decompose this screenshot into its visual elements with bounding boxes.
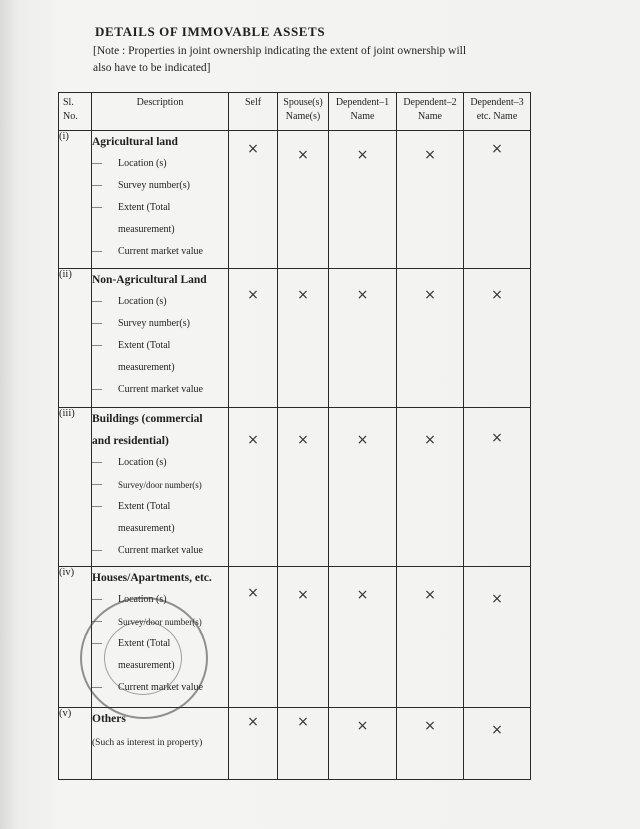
list-item	[92, 335, 228, 357]
list-item	[92, 291, 228, 313]
cell-dependent-3	[464, 408, 531, 567]
header-sl-no	[59, 93, 92, 131]
list-item	[92, 175, 228, 197]
cross-mark: ×	[356, 147, 369, 163]
row-description	[92, 269, 229, 408]
dash: —	[92, 638, 102, 649]
cell-dependent-2	[397, 708, 464, 780]
page-title: DETAILS OF IMMOVABLE ASSETS	[95, 24, 326, 39]
cross-mark: ×	[356, 718, 369, 734]
row-description	[92, 708, 229, 780]
list-item	[92, 496, 228, 518]
header-sl-line2: No.	[63, 111, 78, 122]
list-item	[92, 197, 228, 219]
cell-dependent-1	[329, 408, 397, 567]
category-title-line1: Buildings (commercial	[92, 413, 203, 425]
header-description	[92, 93, 229, 131]
list-item	[92, 313, 228, 335]
item-text: Location (s)	[118, 457, 167, 468]
list-item	[92, 241, 228, 263]
category-title-line2: and residential)	[92, 435, 169, 447]
note	[93, 43, 543, 77]
dash: —	[92, 479, 102, 490]
cross-mark: ×	[491, 722, 503, 738]
cell-spouse	[278, 708, 329, 780]
cell-dependent-1	[329, 708, 397, 780]
item-text: Location (s)	[118, 296, 167, 307]
cross-mark: ×	[424, 587, 436, 603]
item-text: Extent (Total	[118, 340, 171, 351]
header-self-label: Self	[244, 97, 262, 108]
cell-self	[229, 708, 278, 780]
list-item	[92, 219, 228, 241]
header-dep3-line2: etc. Name	[476, 111, 518, 122]
cell-self	[229, 567, 278, 708]
table-row-non-agricultural-land	[59, 269, 531, 408]
cross-mark: ×	[491, 287, 503, 303]
cross-mark: ×	[247, 714, 259, 730]
cross-mark: ×	[491, 430, 503, 446]
header-dep3-line1: Dependent–3	[470, 97, 524, 108]
header-description-label: Description	[136, 97, 184, 108]
cell-spouse	[278, 269, 329, 408]
cross-mark: ×	[424, 718, 436, 734]
cell-dependent-3	[464, 708, 531, 780]
item-text: measurement)	[118, 362, 175, 373]
item-text: Current market value	[118, 246, 203, 257]
cross-mark: ×	[424, 287, 436, 303]
dash: —	[92, 158, 102, 169]
list-item	[92, 655, 228, 677]
item-text: Survey/door number(s)	[118, 480, 202, 490]
cell-dependent-3	[464, 269, 531, 408]
item-text: measurement)	[118, 224, 175, 235]
cell-spouse	[278, 567, 329, 708]
table-row-houses-apartments	[59, 567, 531, 708]
cross-mark: ×	[491, 591, 503, 607]
header-self	[229, 93, 278, 131]
header-dependent-3	[464, 93, 531, 131]
cell-dependent-1	[329, 131, 397, 269]
category-subtitle: (Such as interest in property)	[92, 738, 203, 748]
item-text: Survey number(s)	[118, 180, 190, 191]
table-row-others	[59, 708, 531, 780]
cell-dependent-2	[397, 567, 464, 708]
header-dependent-1	[329, 93, 397, 131]
item-text: Current market value	[118, 384, 203, 395]
category-title: Agricultural land	[92, 136, 178, 148]
header-sl-line1: Sl.	[63, 97, 74, 108]
cross-mark: ×	[491, 141, 503, 157]
list-item	[92, 518, 228, 540]
header-spouse-line1: Spouse(s)	[283, 97, 323, 108]
cell-dependent-3	[464, 567, 531, 708]
item-text: Survey/door number(s)	[118, 617, 202, 627]
list-item	[92, 379, 228, 401]
dash: —	[92, 384, 102, 395]
header-dep1-line2: Name	[350, 111, 375, 122]
cell-dependent-2	[397, 269, 464, 408]
header-dep1-line1: Dependent–1	[335, 97, 390, 108]
cross-mark: ×	[247, 432, 259, 448]
category-title: Non-Agricultural Land	[92, 274, 207, 286]
cell-spouse	[278, 408, 329, 567]
cross-mark: ×	[247, 585, 259, 601]
cross-mark: ×	[247, 141, 259, 157]
cross-mark: ×	[356, 287, 369, 303]
row-sl-no: (i)	[59, 131, 92, 269]
cross-mark: ×	[424, 147, 436, 163]
row-description	[92, 408, 229, 567]
cell-dependent-3	[464, 131, 531, 269]
dash: —	[92, 318, 102, 329]
cross-mark: ×	[297, 432, 309, 448]
cross-mark: ×	[356, 432, 369, 448]
note-line-2: also have to be indicated]	[93, 62, 211, 74]
list-item	[92, 452, 228, 474]
dash: —	[92, 457, 102, 468]
item-text: Extent (Total	[118, 202, 171, 213]
category-title: Others	[92, 713, 126, 725]
list-item	[92, 677, 228, 699]
cross-mark: ×	[424, 432, 436, 448]
row-sl-no: (iv)	[59, 567, 92, 708]
item-text: Extent (Total	[118, 638, 171, 649]
dash: —	[92, 594, 102, 605]
immovable-assets-table	[58, 92, 531, 780]
header-spouse	[278, 93, 329, 131]
item-text: measurement)	[118, 660, 175, 671]
table-header-row	[59, 93, 531, 131]
dash: —	[92, 202, 102, 213]
header-dep2-line2: Name	[418, 111, 442, 122]
dash: —	[92, 340, 102, 351]
cell-self	[229, 131, 278, 269]
header-dependent-2	[397, 93, 464, 131]
row-sl-no: (ii)	[59, 269, 92, 408]
list-item	[92, 357, 228, 379]
list-item	[92, 611, 228, 633]
dash: —	[92, 180, 102, 191]
item-text: measurement)	[118, 523, 175, 534]
dash: —	[92, 682, 102, 693]
row-sl-no: (iii)	[59, 408, 92, 567]
table-row-agricultural-land	[59, 131, 531, 269]
cell-dependent-1	[329, 567, 397, 708]
dash: —	[92, 296, 102, 307]
list-item	[92, 474, 228, 496]
cross-mark: ×	[297, 147, 309, 163]
cross-mark: ×	[247, 287, 259, 303]
item-text: Location (s)	[118, 158, 167, 169]
item-text: Current market value	[118, 682, 203, 693]
row-description	[92, 567, 229, 708]
item-text: Extent (Total	[118, 501, 171, 512]
table-row-buildings	[59, 408, 531, 567]
dash: —	[92, 616, 102, 627]
cross-mark: ×	[356, 587, 369, 603]
dash: —	[92, 545, 102, 556]
header-spouse-line2: Name(s)	[285, 111, 321, 122]
list-item	[92, 589, 228, 611]
dash: —	[92, 501, 102, 512]
row-sl-no: (v)	[59, 708, 92, 780]
cell-dependent-2	[397, 131, 464, 269]
row-description	[92, 131, 229, 269]
cross-mark: ×	[297, 587, 309, 603]
cell-dependent-1	[329, 269, 397, 408]
note-line-1: [Note : Properties in joint ownership indicating the extent of joint ownership will	[93, 45, 467, 57]
cell-self	[229, 408, 278, 567]
list-item	[92, 633, 228, 655]
item-text: Survey number(s)	[118, 318, 190, 329]
cell-dependent-2	[397, 408, 464, 567]
item-text: Current market value	[118, 545, 203, 556]
list-item	[92, 540, 228, 562]
cross-mark: ×	[297, 287, 309, 303]
cell-spouse	[278, 131, 329, 269]
header-dep2-line1: Dependent–2	[403, 97, 457, 108]
dash: —	[92, 246, 102, 257]
cross-mark: ×	[297, 714, 309, 730]
list-item	[92, 153, 228, 175]
item-text: Location (s)	[118, 594, 167, 605]
category-title: Houses/Apartments, etc.	[92, 572, 212, 584]
cell-self	[229, 269, 278, 408]
